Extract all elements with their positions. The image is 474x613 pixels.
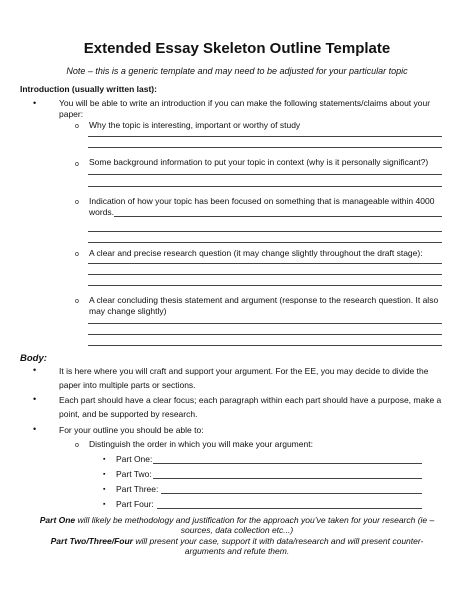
intro-item-3-line1: Indication of how your topic has been focused on something that is manageable within 4000 (89, 196, 435, 206)
part-two-label: Part Two: (116, 469, 152, 479)
bullet-icon: • (33, 365, 37, 375)
bullet-icon: • (33, 394, 37, 404)
body-bullet-2-line1: Each part should have a clear focus; each paragraph within each part should have a purpose, make a (59, 395, 442, 405)
body-heading: Body: (20, 353, 47, 364)
body-sub: Distinguish the order in which you will make your argument: (89, 439, 313, 449)
intro-item-3-line2: words. (89, 207, 115, 217)
intro-item-4: A clear and precise research question (it may change slightly throughout the draft stage): (89, 248, 423, 258)
intro-item-2: Some background information to put your topic in context (why is it personally significant?) (89, 157, 429, 167)
body-bullet-3: For your outline you should be able to: (59, 425, 204, 435)
part-four-label: Part Four: (116, 499, 154, 509)
footer-part-one-text: will likely be methodology and justification for the approach you’ve taken for your research (ie – (75, 515, 435, 525)
footer-part-one (20, 515, 454, 535)
answer-line[interactable] (88, 231, 442, 232)
intro-bullet-line1: You will be able to write an introduction if you can make the following statements/claims about your (59, 98, 431, 108)
intro-item-5-line1: A clear concluding thesis statement and argument (response to the research question. It also (89, 295, 439, 305)
bullet-icon: • (33, 424, 37, 434)
circle-bullet-icon: o (75, 442, 79, 449)
answer-line[interactable] (88, 186, 442, 187)
answer-line[interactable] (88, 323, 442, 324)
answer-line[interactable] (88, 174, 442, 175)
answer-line[interactable] (88, 285, 442, 286)
answer-line[interactable] (88, 147, 442, 148)
circle-bullet-icon: o (75, 161, 79, 168)
circle-bullet-icon: o (75, 298, 79, 305)
answer-line[interactable] (114, 216, 442, 217)
body-bullet-1-line1: It is here where you will craft and support your argument. For the EE, you may decide to divide the (59, 366, 429, 376)
answer-line[interactable] (88, 274, 442, 275)
square-bullet-icon: ▪ (103, 456, 106, 463)
footer-part-two (20, 536, 454, 556)
square-bullet-icon: ▪ (103, 501, 106, 508)
page-title: Extended Essay Skeleton Outline Template (83, 40, 391, 57)
intro-item-5-line2: may change slightly) (89, 306, 167, 316)
circle-bullet-icon: o (75, 123, 79, 130)
circle-bullet-icon: o (75, 251, 79, 258)
intro-item-1: Why the topic is interesting, important or worthy of study (89, 120, 301, 130)
part-one-label: Part One: (116, 454, 153, 464)
footer-part-two-text-2: arguments and refute them. (184, 546, 290, 556)
intro-heading: Introduction (usually written last): (20, 84, 157, 94)
answer-line[interactable] (88, 242, 442, 243)
part-four-line[interactable] (157, 508, 422, 509)
circle-bullet-icon: o (75, 199, 79, 206)
template-note: Note – this is a generic template and may need to be adjusted for your particular topic (66, 66, 408, 76)
footer-part-one-bold: Part One (39, 515, 76, 525)
footer-part-two-text: will present your case, support it with data/research and will present counter- (132, 536, 424, 546)
answer-line[interactable] (88, 345, 442, 346)
answer-line[interactable] (88, 334, 442, 335)
body-bullet-2-line2: point, and be supported by research. (59, 409, 198, 419)
part-three-label: Part Three: (116, 484, 159, 494)
intro-bullet-line2: paper: (59, 109, 84, 119)
footer-part-one-text-2: sources, data collection etc...) (180, 525, 294, 535)
part-one-line[interactable] (153, 463, 422, 464)
square-bullet-icon: ▪ (103, 471, 106, 478)
part-three-line[interactable] (161, 493, 422, 494)
body-bullet-1-line2: paper into multiple parts or sections. (59, 380, 196, 390)
answer-line[interactable] (88, 263, 442, 264)
footer-part-two-bold: Part Two/Three/Four (50, 536, 133, 546)
square-bullet-icon: ▪ (103, 486, 106, 493)
part-two-line[interactable] (153, 478, 422, 479)
bullet-icon: • (33, 98, 37, 108)
answer-line[interactable] (88, 136, 442, 137)
